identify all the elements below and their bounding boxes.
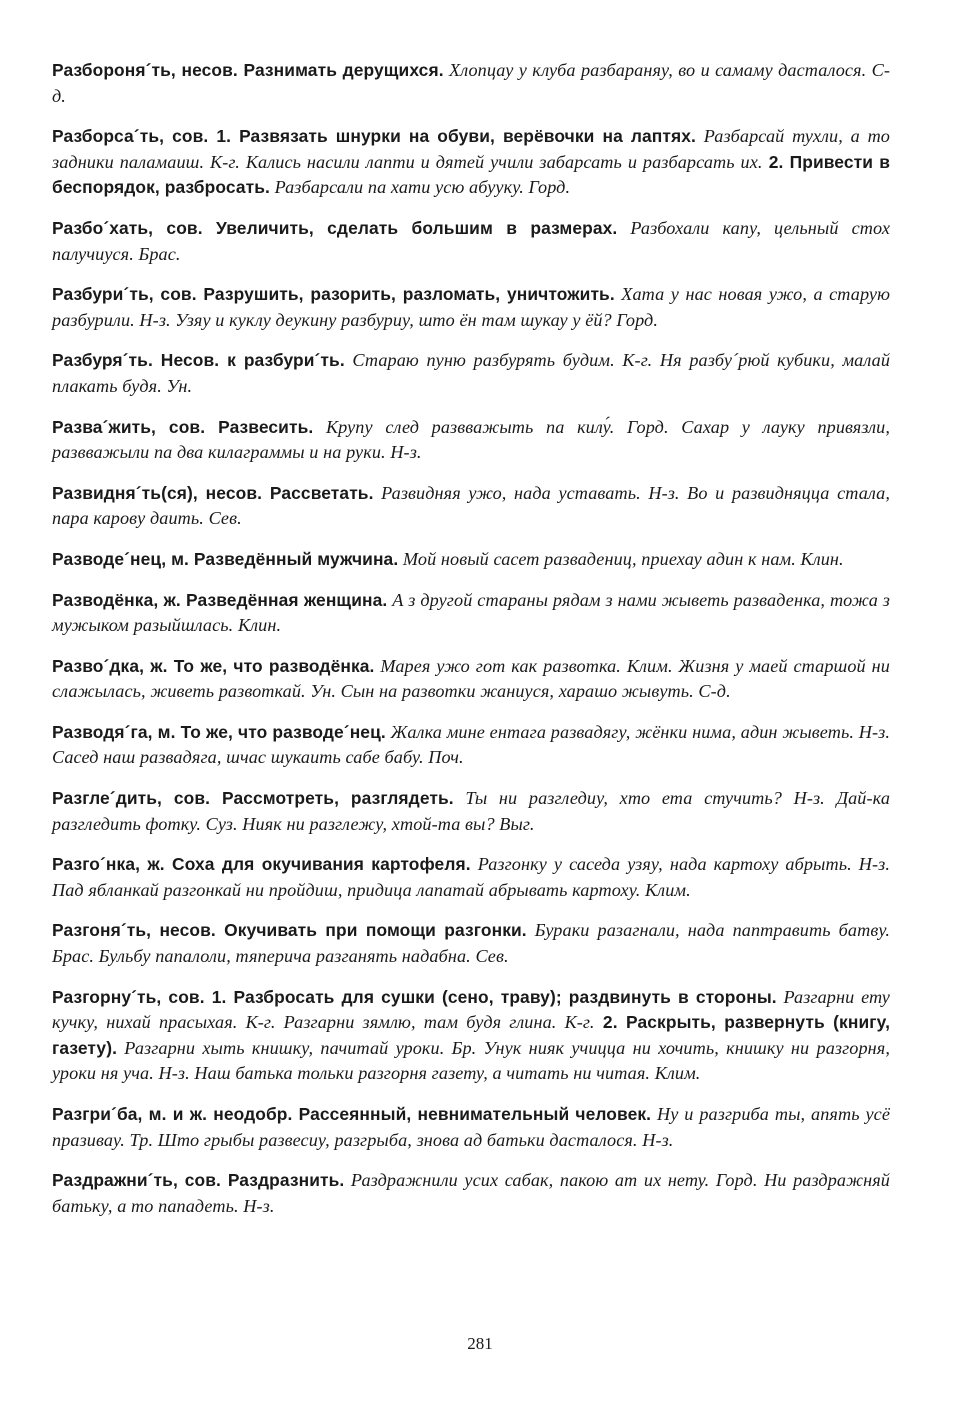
dictionary-entry <box>52 481 890 532</box>
entry-definition: Раздражни´ть, сов. Раздразнить. <box>52 1170 345 1191</box>
dictionary-entry <box>52 348 890 399</box>
entry-example: Разгонку у саседа узяу, нада картоху абрыть. Н-з. Пад ябланкай разгонкай ни пройдиш, придица лапатай абрывать картоху. Клим. <box>52 854 890 900</box>
entry-definition: Разводёнка, ж. Разведённая женщина. <box>52 589 388 610</box>
entry-example: Бураки разагнали, нада паптравить батву. Брас. Бульбу папалоли, тяперича разганять надабна. Сев. <box>52 920 890 967</box>
entry-example: Крупу след развважыть па килу́. Горд. Сахар у лауку привязли, развважыли па два килаграммы и на руки. Н-з. <box>52 416 890 463</box>
entry-example: Разбарсай тухли, а то задники паламаиш. К-г. Кались насили лапти и дятей учили забарсать и разбарсать их. <box>52 126 890 172</box>
page-number: 281 <box>467 1334 493 1353</box>
dictionary-entry <box>52 985 890 1087</box>
dictionary-entry <box>52 58 890 109</box>
dictionary-entry <box>52 1168 890 1219</box>
entry-definition: Разгри´ба, м. и ж. неодобр. Рассеянный, невнимательный человек. <box>52 1104 652 1124</box>
entry-definition: Разго´нка, ж. Соха для окучивания картофеля. <box>52 854 471 875</box>
entry-definition: Разбуря´ть. Несов. к разбури´ть. <box>52 350 345 371</box>
entry-definition: Разбо´хать, сов. Увеличить, сделать большим в размерах. <box>52 217 618 238</box>
entry-example: Жалка мине ентага развадягу, жёнки нима, адин жыветь. Н-з. Сасед наш развадяга, шчас шукаить сабе бабу. Поч. <box>52 721 890 768</box>
entry-definition: Разбороня´ть, несов. Разнимать дерущихся. <box>52 60 444 80</box>
entry-example-second-sense: Разбарсали па хати усю абууку. Горд. <box>269 177 571 198</box>
entry-definition: Разборса´ть, сов. 1. Развязать шнурки на обуви, верёвочки на лаптях. <box>52 126 696 147</box>
entry-example: А з другой старaны рядам з нами жыветь разваденка, тожа з мужыком разыйшлась. Клин. <box>52 589 890 636</box>
entry-definition: Развидня´ть(ся), несов. Рассветать. <box>52 482 374 503</box>
entry-example: Разбохали капу, цельный стох палучиуся. Брас. <box>52 217 890 264</box>
dictionary-entry <box>52 216 890 267</box>
dictionary-entry <box>52 918 890 969</box>
entry-example: Развидняя ужо, нада уставать. Н-з. Во и развидняцца стала, пара карову даить. Сев. <box>52 482 890 529</box>
entry-definition: Разгорну´ть, сов. 1. Разбросать для сушки (сено, траву); раздвинуть в стороны. <box>52 986 777 1007</box>
dictionary-entry <box>52 282 890 333</box>
entry-definition: Разбури´ть, сов. Разрушить, разорить, разломать, уничтожить. <box>52 284 615 305</box>
entry-definition: Разводе´нец, м. Разведённый мужчина. <box>52 548 399 569</box>
dictionary-entry <box>52 588 890 639</box>
entry-example: Мой новый сасет развадениц, приехау адин к нам. Клин. <box>398 548 844 569</box>
dictionary-entry <box>52 786 890 837</box>
dictionary-entry <box>52 415 890 466</box>
entry-definition-second-sense: 2. Привести в беспорядок, разбросать. <box>52 151 890 198</box>
entry-definition: Разгоня´ть, несов. Окучивать при помощи разгонки. <box>52 920 527 941</box>
entry-example: Марея ужо гот как развотка. Клим. Жизня у маей старшой ни слажылась, живеть развоткай. Ун. Сын на развотки жаниуся, харашо жывуть. С-д. <box>52 655 890 702</box>
entry-example: Хлопцау у клуба разбараняу, во и самаму дасталося. С-д. <box>52 60 890 106</box>
entry-definition: Разва´жить, сов. Развесить. <box>52 416 314 437</box>
entry-definition: Разво´дка, ж. То же, что разводёнка. <box>52 655 375 676</box>
dictionary-entry <box>52 124 890 201</box>
entry-example: Хата у нас новая ужо, а старую разбурили. Н-з. Узяу и куклу деукину разбуриу, што ён там шукау у ёй? Горд. <box>52 284 890 330</box>
entry-definition-second-sense: 2. Раскрыть, развернуть (книгу, газету). <box>52 1012 890 1058</box>
entry-example-second-sense: Разгарни хыть книшку, пачитай уроки. Бр. Унук нияк учицца ни хочить, книшку ни разгорня, уроки ня уча. Н-з. Наш батька тольки разгорня газету, а читать ни читая. Клим. <box>52 1037 890 1084</box>
entry-example: Ну и разгриба ты, апять усё празиваy. Тр. Што грыбы развесиу, разгрыба, знова ад батьки дасталося. Н-з. <box>52 1104 890 1150</box>
entry-example: Разгарни ету кучку, нихай прасыхая. К-г. Разгарни зямлю, там будя глина. К-г. <box>52 986 890 1033</box>
dictionary-entry <box>52 1102 890 1153</box>
dictionary-entry <box>52 852 890 903</box>
entry-example: Раздражнили усих сабак, пакою ат их нету. Горд. Ни раздражняй батьку, а то пападеть. Н-з. <box>52 1170 890 1216</box>
entry-example: Ты ни разгледиу, хто ета стучить? Н-з. Дай-ка разгледить фотку. Суз. Нияк ни разглежу, хтой-та вы? Выг. <box>52 788 891 834</box>
entry-definition: Разводя´га, м. То же, что разводе´нец. <box>52 721 386 742</box>
entry-definition: Разгле´дить, сов. Рассмотреть, разглядеть. <box>52 788 454 809</box>
entry-example: Стараю пуню разбурять будим. К-г. Ня разбу´рюй кубики, малай плакать будя. Ун. <box>52 350 891 396</box>
dictionary-entry <box>52 720 890 771</box>
dictionary-entry <box>52 547 890 573</box>
dictionary-page <box>52 58 890 1234</box>
dictionary-entry <box>52 654 890 705</box>
